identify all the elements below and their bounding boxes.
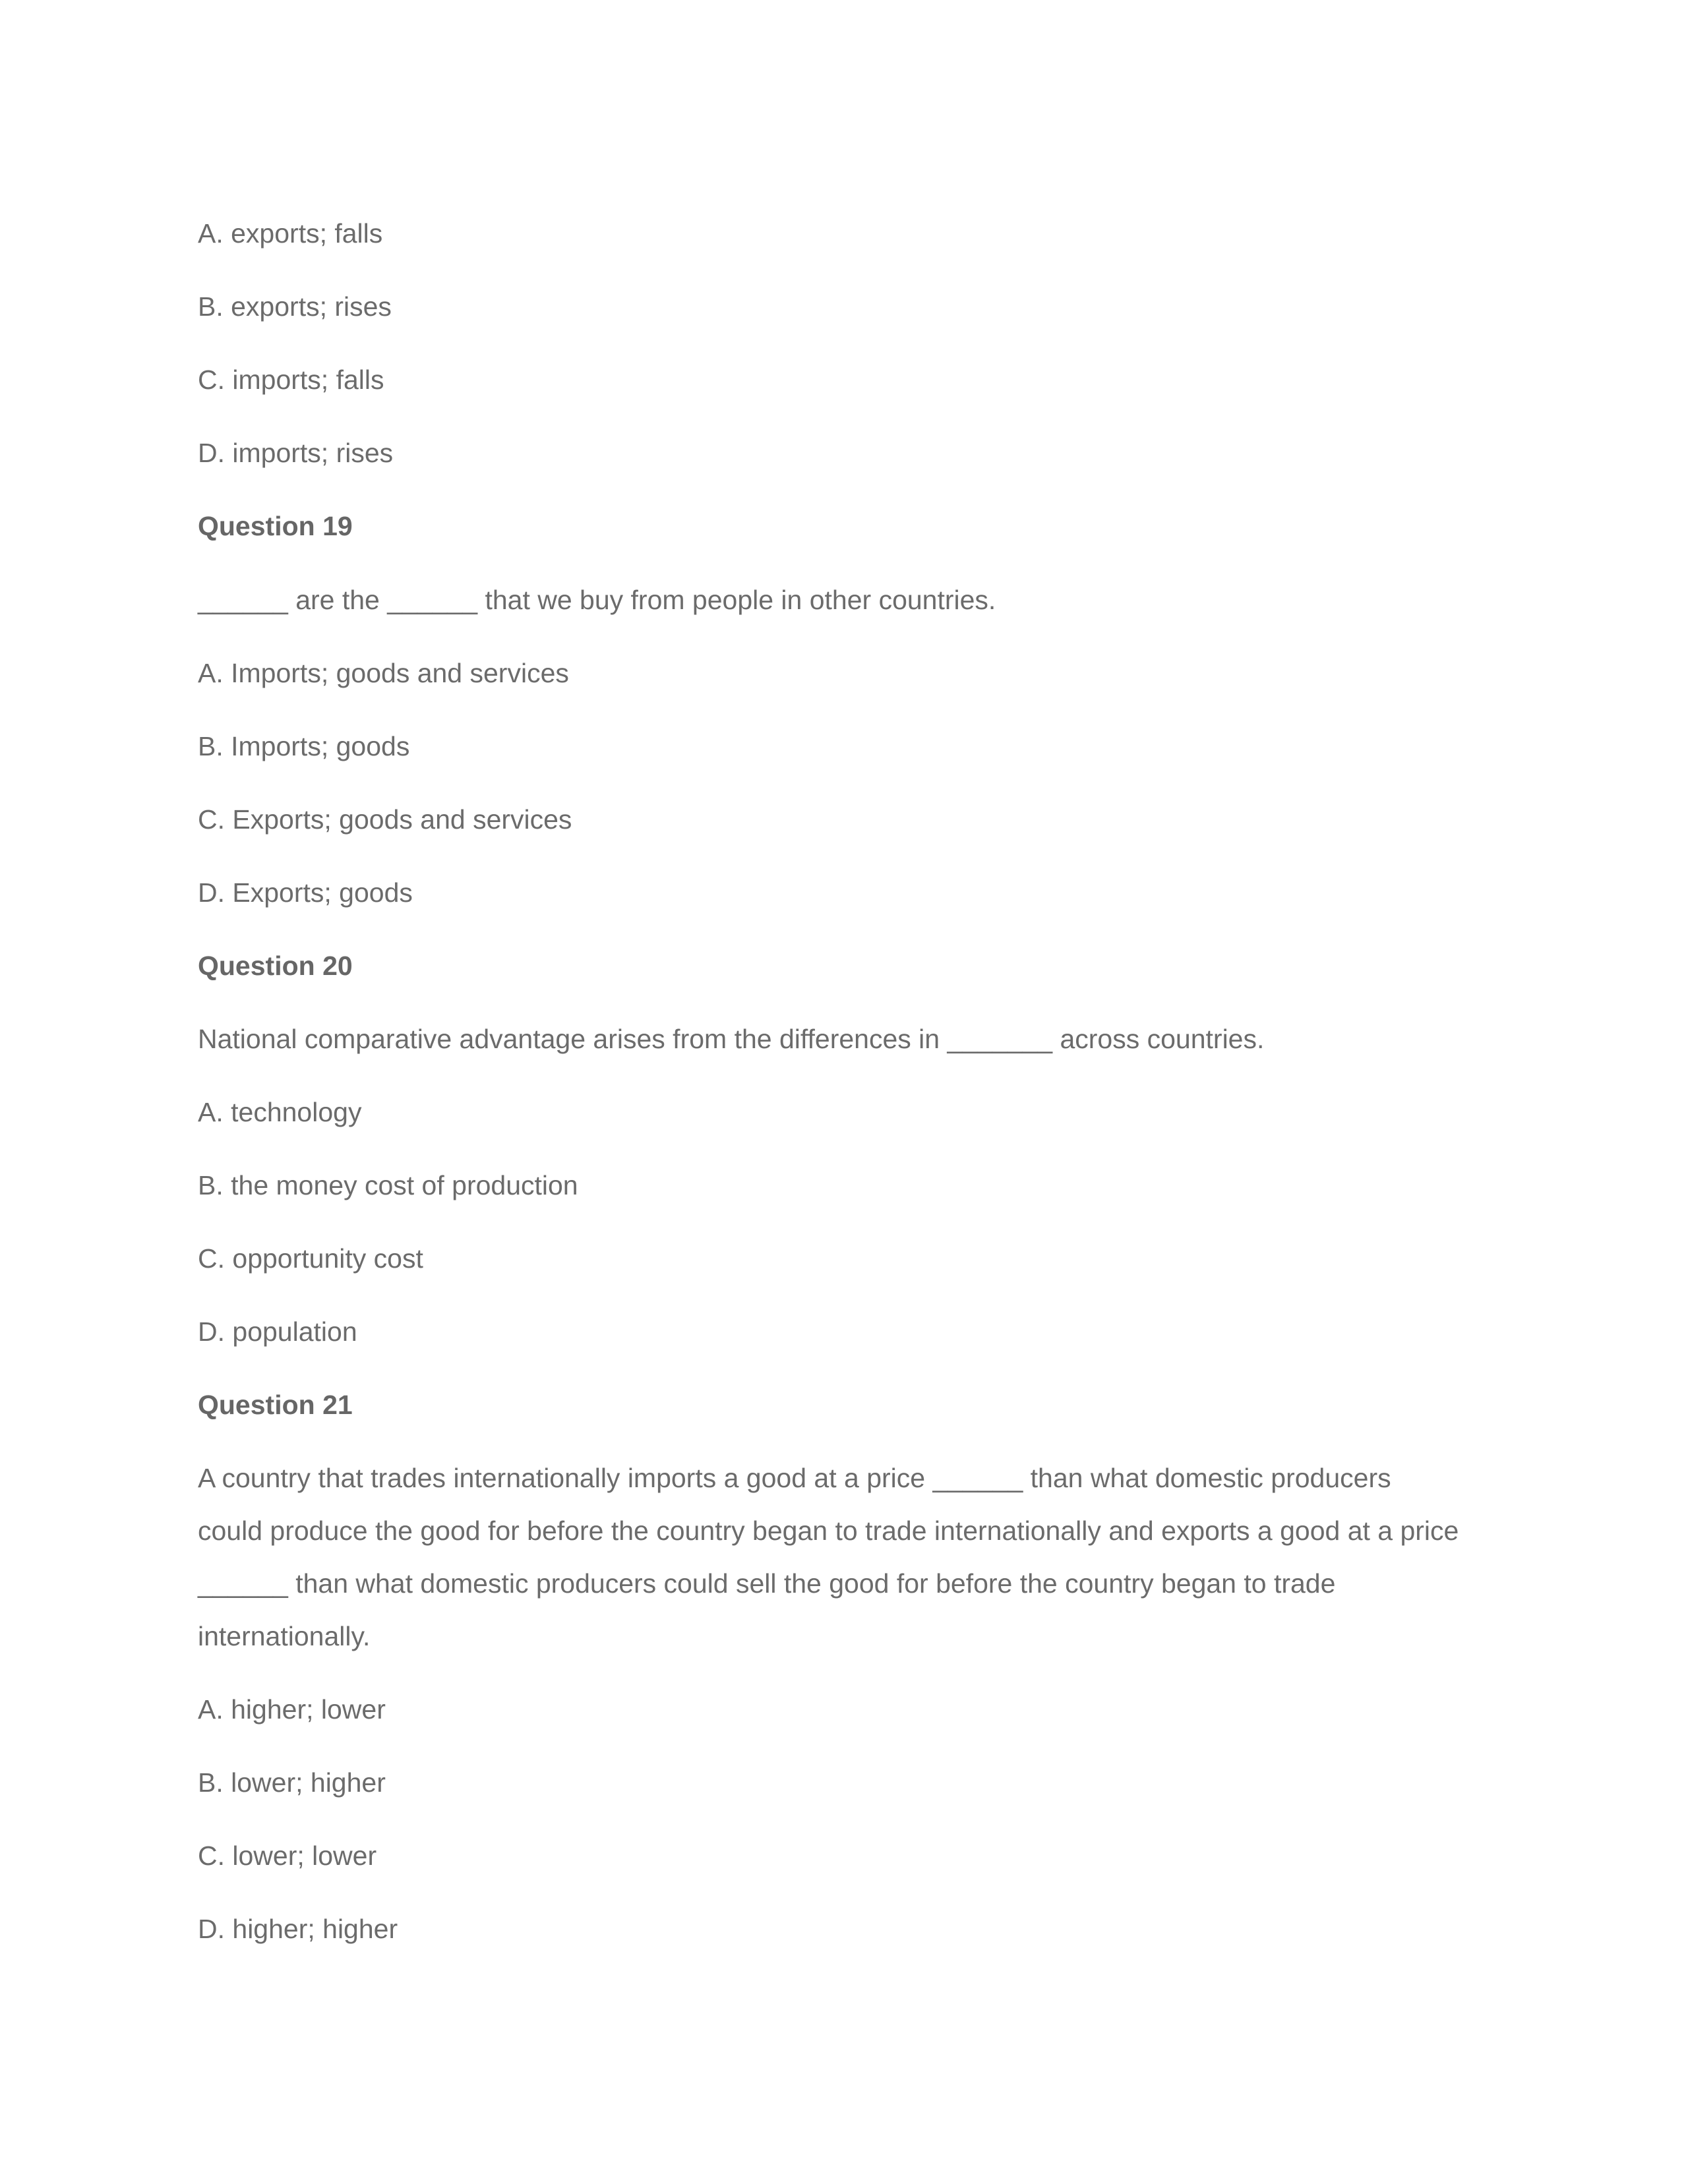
q21-stem-line-3: ______ than what domestic producers could sell the good for before the country began to trade [198, 1568, 1336, 1599]
q20-option-b: B. the money cost of production [198, 1170, 578, 1200]
q20-heading: Question 20 [198, 951, 353, 981]
q20-option-c: C. opportunity cost [198, 1243, 423, 1274]
q21-stem-line-1: A country that trades internationally imports a good at a price ______ than what domestic producers [198, 1463, 1391, 1493]
q21-option-d: D. higher; higher [198, 1914, 398, 1944]
q19-stem: ______ are the ______ that we buy from people in other countries. [198, 585, 996, 615]
q20-stem: National comparative advantage arises from the differences in _______ across countries. [198, 1024, 1265, 1054]
q19-option-b: B. Imports; goods [198, 731, 410, 761]
q18-option-c: C. imports; falls [198, 365, 384, 395]
q18-option-d: D. imports; rises [198, 438, 394, 468]
q21-stem-line-2: could produce the good for before the country began to trade internationally and exports a good at a price [198, 1516, 1459, 1546]
q19-option-d: D. Exports; goods [198, 877, 413, 908]
q20-option-d: D. population [198, 1316, 357, 1347]
q18-option-a: A. exports; falls [198, 218, 383, 249]
q19-heading: Question 19 [198, 511, 353, 541]
q21-option-b: B. lower; higher [198, 1767, 386, 1798]
q19-option-a: A. Imports; goods and services [198, 658, 569, 688]
q19-option-c: C. Exports; goods and services [198, 804, 572, 835]
q20-option-a: A. technology [198, 1097, 362, 1127]
q21-option-a: A. higher; lower [198, 1694, 386, 1725]
q21-option-c: C. lower; lower [198, 1841, 377, 1871]
q21-heading: Question 21 [198, 1390, 353, 1420]
q21-stem-line-4: internationally. [198, 1621, 371, 1651]
q18-option-b: B. exports; rises [198, 291, 392, 322]
